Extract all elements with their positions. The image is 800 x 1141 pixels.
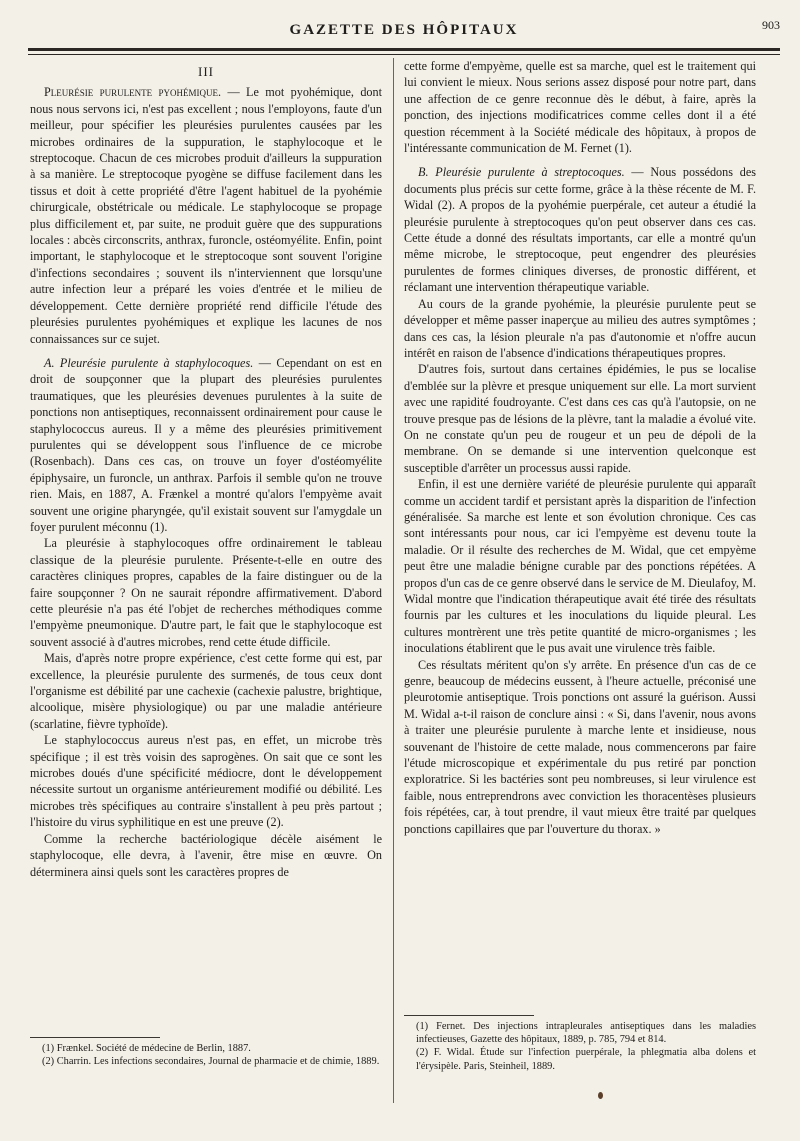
paragraph xyxy=(404,164,756,295)
footnote: (2) F. Widal. Étude sur l'infection puerpérale, la phlegmatia alba dolens et l'érysipèle. Paris, Steinheil, 1889. xyxy=(416,1047,756,1072)
paragraph xyxy=(30,84,382,347)
paragraph: D'autres fois, surtout dans certaines épidémies, le pus se localise d'emblée sur la plèvre et presque uniquement sur elle. La mort survient avec une rapidité foudroyante. C'est dans ces cas qu'à l'autopsie, on ne trouve presque pas de lésions de la plèvre, tant la maladie a évolué vite. On ne constate qu'un peu de rougeur et un peu de dépoli de la membrane. On se demande si une intervention quelconque est susceptible d'arrêter un processus aussi rapide. xyxy=(404,362,756,475)
page-header xyxy=(28,14,780,42)
section-number: III xyxy=(198,64,214,79)
footnote: (1) Frænkel. Société de médecine de Berlin, 1887. xyxy=(42,1043,251,1054)
paragraph: Ces résultats méritent qu'on s'y arrête. En présence d'un cas de ce genre, beaucoup de médecins eussent, à l'heure actuelle, préconisé une pleurotomie antiseptique. Trois ponctions ont assuré la guérison. Aussi M. Widal a-t-il raison de conclure ainsi : « Si, dans l'avenir, nous avons à traiter une pleurésie purulente à marche lente et insidieuse, nous souvenant de l'histoire de cette malade, nous commencerons par faire l'étude microscopique et expérimentale du pus retiré par ponction exploratrice. Si les bactéries sont peu nombreuses, si leur virulence est faible, nous entreprendrons avec conviction les thoracentèses plusieurs fois répétées, car, à tout prendre, il vaut mieux être traité par quelques ponctions capillaires que par l'ouverture du thorax. » xyxy=(404,657,756,836)
paragraph: Le staphylococcus aureus n'est pas, en effet, un microbe très spécifique ; il est très voisin des saprogènes. On sait que ce sont les microbes doués d'une spécificité médiocre, dont le développement nécessite surtout un organisme antérieurement modifié ou débilité. Les microbes très spécifiques au contraire s'installent à peu près partout ; l'histoire du virus syphilitique en est une preuve (2). xyxy=(30,733,382,830)
header-rule-thick xyxy=(28,48,780,51)
paragraph-text: — Cependant on est en droit de soupçonner que la plupart des pleurésies purulentes traumatiques, que les pleurésies devenues purulentes à la suite de ponctions non antiseptiques, reconnaissent ordinairement pour cause le staphylococcus aureus. Il y a même des pleurésies primitivement purulentes qui se développent sous l'influence de ce microbe (Rosenbach). Dans ces cas, on trouve un foyer d'ostéomyélite épiphysaire, un furoncle, un anthrax. Parfois il semble qu'on ne trouve rien. Mais, en 1887, A. Frænkel a montré qu'alors l'empyème avait souvent une origine pharyngée, qu'il existait souvent sur l'amygdale un foyer purulent méconnu (1). xyxy=(30,355,382,534)
paragraph-heading: Pleurésie purulente pyohémique. xyxy=(44,85,222,100)
paragraph xyxy=(30,355,382,535)
paragraph-text: — Nous possédons des documents plus précis sur cette forme, grâce à la thèse récente de M. F. Widal (2). A propos de la pyohémie puerpérale, cet auteur a étudié la pleurésie purulente à streptocoques qu'on peut observer dans ces cas. Cette étude a donné des résultats importants, car elle a montré qu'un même microbe, le streptocoque, peut engendrer des pleurésies purulentes de formes cliniques diverses, de pronostic différent, et réclamant une intervention thérapeutique variable. xyxy=(404,165,756,295)
ink-mark xyxy=(598,1092,603,1099)
paragraph: La pleurésie à staphylocoques offre ordinairement le tableau classique de la pleurésie purulente. Présente-t-elle en outre des caractères cliniques propres, capables de la faire distinguer ou de la faire soupçonner ? On ne saurait répondre affirmativement. D'abord cette pleurésie n'a pas été l'objet de recherches méthodiques comme l'empyème pneumonique. D'autre part, le fait que le staphylocoque est souvent associé à d'autres microbes, rend cette étude difficile. xyxy=(30,536,382,649)
page-number: 903 xyxy=(762,18,780,32)
left-column xyxy=(30,58,382,880)
paragraph: Enfin, il est une dernière variété de pleurésie purulente qui apparaît comme un accident tardif et persistant après la disparition de l'infection généralisée. Sa marche est lente et son évolution chronique. Ces cas sont intéressants pour nous, car ici l'empyème est devenu toute la maladie. Or il résulte des recherches de M. Widal, que cet empyème peut être une maladie bénigne curable par des ponctions répétées. A propos d'un cas de ce genre observé dans le service de M. Dieulafoy, M. Widal montre que l'indication thérapeutique avait été tirée des résultats fournis par les cultures et les inoculations du liquide pleural. Les cultures montrèrent une très petite quantité de micro-organismes ; les inoculations établirent que le pus avait une virulence très faible. xyxy=(404,477,757,656)
footnotes-right xyxy=(404,1015,756,1073)
paragraph-heading: B. Pleurésie purulente à streptocoques. xyxy=(418,165,625,180)
footnotes-left xyxy=(30,1037,382,1068)
footnote: (2) Charrin. Les infections secondaires, Journal de pharmacie et de chimie, 1889. xyxy=(42,1056,380,1068)
paragraph: Mais, d'après notre propre expérience, c'est cette forme qui est, par excellence, la pleurésie purulente des surmenés, de tous ceux dont l'organisme est débilité par une cachexie (cachexie palustre, brightique, alcoolique, misère physiologique) ou par une maladie antérieure (scarlatine, fièvre typhoïde). xyxy=(30,651,382,731)
footnote-rule xyxy=(30,1037,160,1038)
column-divider xyxy=(393,58,394,1103)
paragraph-heading: A. Pleurésie purulente à staphylocoques. xyxy=(44,355,254,370)
paragraph: Au cours de la grande pyohémie, la pleurésie purulente peut se développer et même passer inaperçue au milieu des autres symptômes ; dans ces cas, la lésion pleurale n'a pas d'autonomie et n'offre aucun intérêt en raison de l'absence d'indications thérapeutiques propres. xyxy=(404,296,756,360)
footnote-rule xyxy=(404,1015,534,1016)
footnote: (1) Fernet. Des injections intrapleurales antiseptiques dans les maladies infectieuses, Gazette des hôpitaux, 1889, p. 785, 794 et 814. xyxy=(416,1021,756,1046)
header-rule-thin xyxy=(28,54,780,55)
right-column xyxy=(404,58,756,837)
paragraph: cette forme d'empyème, quelle est sa marche, quel est le traitement qui lui convient le mieux. Nous serions assez disposé pour notre part, dans une affection de ce genre reconnue dès le début, à faire, après la ponction, des injections modificatrices comme celles dont il a été question récemment à la Société médicale des hôpitaux, à propos de l'intéressante communication de M. Fernet (1). xyxy=(404,59,756,156)
paragraph: Comme la recherche bactériologique décèle aisément le staphylocoque, elle devra, à l'avenir, être mise en œuvre. On déterminera ainsi quels sont les caractères propres de xyxy=(30,831,382,879)
paragraph-text: — Le mot pyohémique, dont nous nous servons ici, n'est pas excellent ; nous l'employons, faute d'un meilleur, pour spécifier les pleurésies purulentes causées par les microbes ordinaires de la suppuration, le staphylocoque et le streptocoque. Chacun de ces microbes produit d'ailleurs la suppuration à sa manière. Le streptocoque pyogène se diffuse facilement dans les tissus et doit à cette propriété d'être l'agent habituel de la pyohémie chirurgicale, obstétricale ou médicale. Le staphylocoque se propage plus difficilement et, par suite, ne produit guère que des suppurations locales : abcès circonscrits, anthrax, furoncle, ostéomyélite. Enfin, point important, le staphylocoque et le streptocoque sont souvent l'origine d'infections secondaires ; souvent ils n'interviennent que lorsqu'une autre infection leur a préparé les voies d'entrée et le milieu de développement. Cette dernière propriété rend difficile l'étude des pleurésies purulentes pyohémiques et explique les lacunes de nos connaissances sur ce sujet. xyxy=(30,85,382,346)
journal-title: GAZETTE DES HÔPITAUX xyxy=(289,22,519,38)
